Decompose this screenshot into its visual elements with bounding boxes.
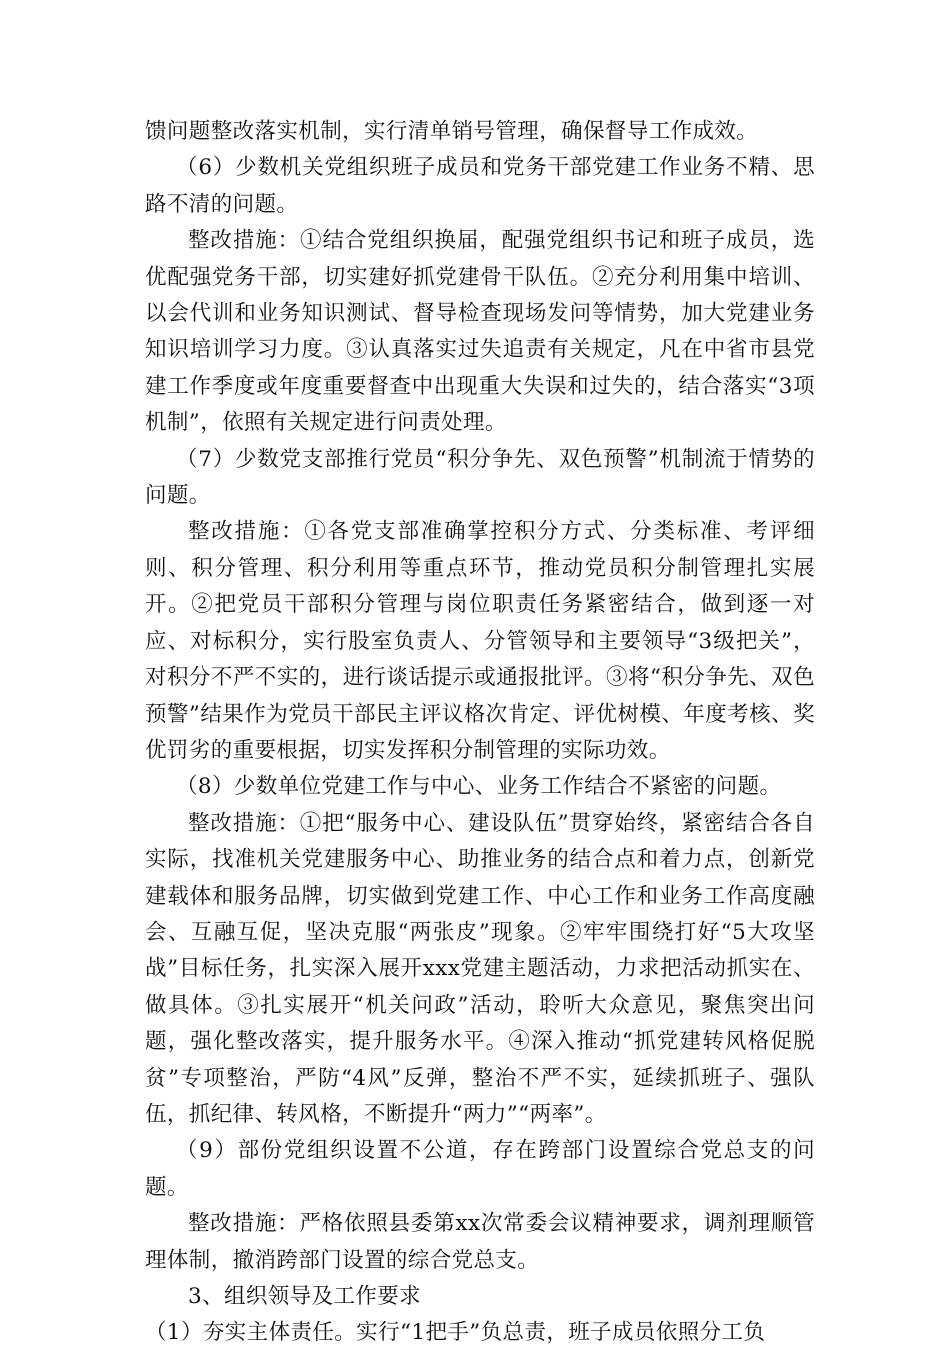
paragraph-measures-9: 整改措施：严格依照县委第xx次常委会议精神要求，调剂理顺管理体制，撤消跨部门设置的综合党总支。 <box>145 1211 815 1273</box>
paragraph-issue-9: （9）部份党组织设置不公道，存在跨部门设置综合党总支的问题。 <box>145 1138 815 1200</box>
paragraph-measures-8: 整改措施：①把“服务中心、建设队伍”贯穿始终，紧密结合各自实际，找准机关党建服务中心、助推业务的结合点和着力点，创新党建载体和服务品牌，切实做到党建工作、中心工作和业务工作高度融会、互融互促，坚决克服“两张皮”现象。②牢牢围绕打好“5大攻坚战”目标任务，扎实深入展开xxx党建主题活动，力求把活动抓实在、做具体。③扎实展开“机关问政”活动，聆听大众意见，聚焦突出问题，强化整改落实，提升服务水平。④深入推动“抓党建转风格促脱贫”专项整治，严防“4风”反弹，整治不严不实，延续抓班子、强队伍，抓纪律、转风格，不断提升“两力”“两率”。 <box>145 810 815 1127</box>
paragraph-measures-7: 整改措施：①各党支部准确掌控积分方式、分类标准、考评细则、积分管理、积分利用等重点环节，推动党员积分制管理扎实展开。②把党员干部积分管理与岗位职责任务紧密结合，做到逐一对应、对标积分，实行股室负责人、分管领导和主要领导“3级把关”，对积分不严不实的，进行谈话提示或通报批评。③将“积分争先、双色预警”结果作为党员干部民主评议格次肯定、评优树模、年度考核、奖优罚劣的重要根据，切实发挥积分制管理的实际功效。 <box>145 519 815 763</box>
paragraph-issue-7: （7）少数党支部推行党员“积分争先、双色预警”机制流于情势的问题。 <box>145 446 815 509</box>
section-heading-organization: 3、组织领导及工作要求 <box>188 1284 422 1309</box>
paragraph-responsibility: （1）夯实主体责任。实行“1把手”负总责，班子成员依照分工负 <box>145 1320 766 1346</box>
paragraph-issue-8: （8）少数单位党建工作与中心、业务工作结合不紧密的问题。 <box>176 774 782 800</box>
paragraph-feedback-mechanism: 馈问题整改落实机制，实行清单销号管理，确保督导工作成效。 <box>145 119 759 144</box>
document-body <box>145 114 815 1352</box>
paragraph-issue-6: （6）少数机关党组织班子成员和党务干部党建工作业务不精、思路不清的问题。 <box>145 155 815 217</box>
paragraph-measures-6: 整改措施：①结合党组织换届，配强党组织书记和班子成员，选优配强党务干部，切实建好抓党建骨干队伍。②充分利用集中培训、以会代训和业务知识测试、督导检查现场发问等情势，加大党建业务知识培训学习力度。③认真落实过失追责有关规定，凡在中省市县党建工作季度或年度重要督查中出现重大失误和过失的，结合落实“3项机制”，依照有关规定进行问责处理。 <box>145 228 815 436</box>
